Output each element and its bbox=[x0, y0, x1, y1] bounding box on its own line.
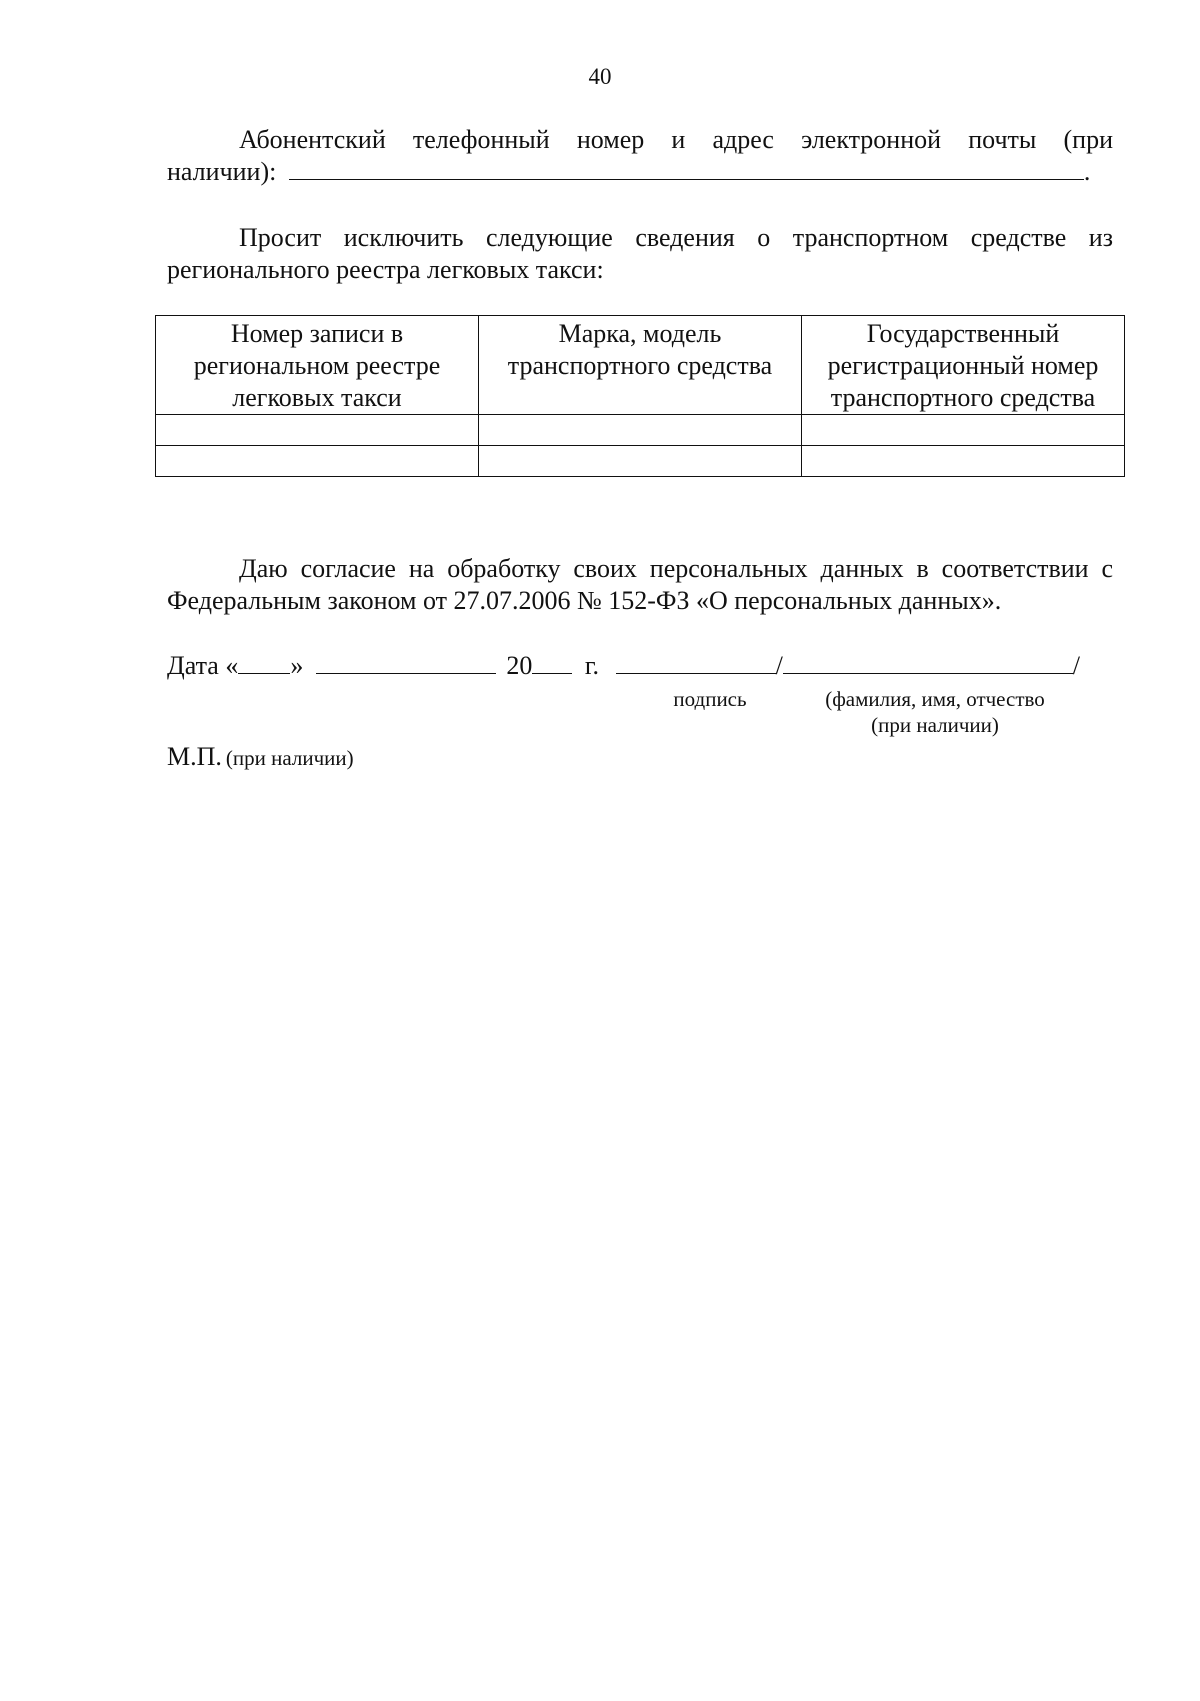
table-cell[interactable] bbox=[479, 446, 802, 477]
date-quote-close: » bbox=[290, 651, 304, 680]
day-field[interactable] bbox=[238, 651, 290, 674]
table-header-row bbox=[156, 316, 1125, 415]
stamp-label: М.П. bbox=[167, 742, 222, 771]
contact-line-2 bbox=[167, 156, 1113, 188]
vehicle-table bbox=[155, 315, 1125, 477]
name-caption-line-1: (фамилия, имя, отчество bbox=[825, 687, 1045, 711]
contact-line-1: Абонентский телефонный номер и адрес электронной почты (при bbox=[239, 125, 1113, 154]
month-field[interactable] bbox=[316, 651, 496, 674]
year-prefix: 20 bbox=[506, 651, 533, 680]
table-cell[interactable] bbox=[156, 415, 479, 446]
table-row bbox=[156, 446, 1125, 477]
slash-1: / bbox=[775, 651, 783, 680]
stamp-line bbox=[167, 742, 354, 772]
header-registry-entry: Номер записи в региональном реестре легковых такси bbox=[156, 316, 479, 415]
signature-field[interactable] bbox=[616, 651, 776, 674]
consent-paragraph: Даю согласие на обработку своих персональных данных в соответствии с Федеральным законом от 27.07.2006 № 152-ФЗ «О персональных данных». bbox=[167, 554, 1113, 615]
name-caption-line-2: (при наличии) bbox=[871, 713, 999, 737]
header-make-model: Марка, модель транспортного средства bbox=[479, 316, 802, 415]
table-cell[interactable] bbox=[479, 415, 802, 446]
year-field[interactable] bbox=[532, 651, 572, 674]
table-cell[interactable] bbox=[802, 446, 1125, 477]
contact-end: . bbox=[1083, 157, 1091, 186]
date-label: Дата « bbox=[167, 651, 239, 680]
contact-label: наличии): bbox=[167, 157, 277, 186]
signature-caption: подпись bbox=[673, 687, 747, 711]
contact-paragraph bbox=[167, 124, 1113, 188]
contact-input-line[interactable] bbox=[289, 157, 1084, 180]
header-plate-number: Государственный регистрационный номер транспортного средства bbox=[802, 316, 1125, 415]
stamp-note: (при наличии) bbox=[225, 746, 354, 770]
date-signature-line bbox=[167, 650, 1080, 682]
page-number: 40 bbox=[588, 64, 612, 89]
request-paragraph: Просит исключить следующие сведения о транспортном средстве из регионального реестра легковых такси: bbox=[167, 223, 1113, 284]
table-cell[interactable] bbox=[156, 446, 479, 477]
slash-2: / bbox=[1072, 651, 1081, 680]
year-suffix: г. bbox=[584, 651, 600, 680]
full-name-field[interactable] bbox=[783, 651, 1073, 674]
table-cell[interactable] bbox=[802, 415, 1125, 446]
table-row bbox=[156, 415, 1125, 446]
